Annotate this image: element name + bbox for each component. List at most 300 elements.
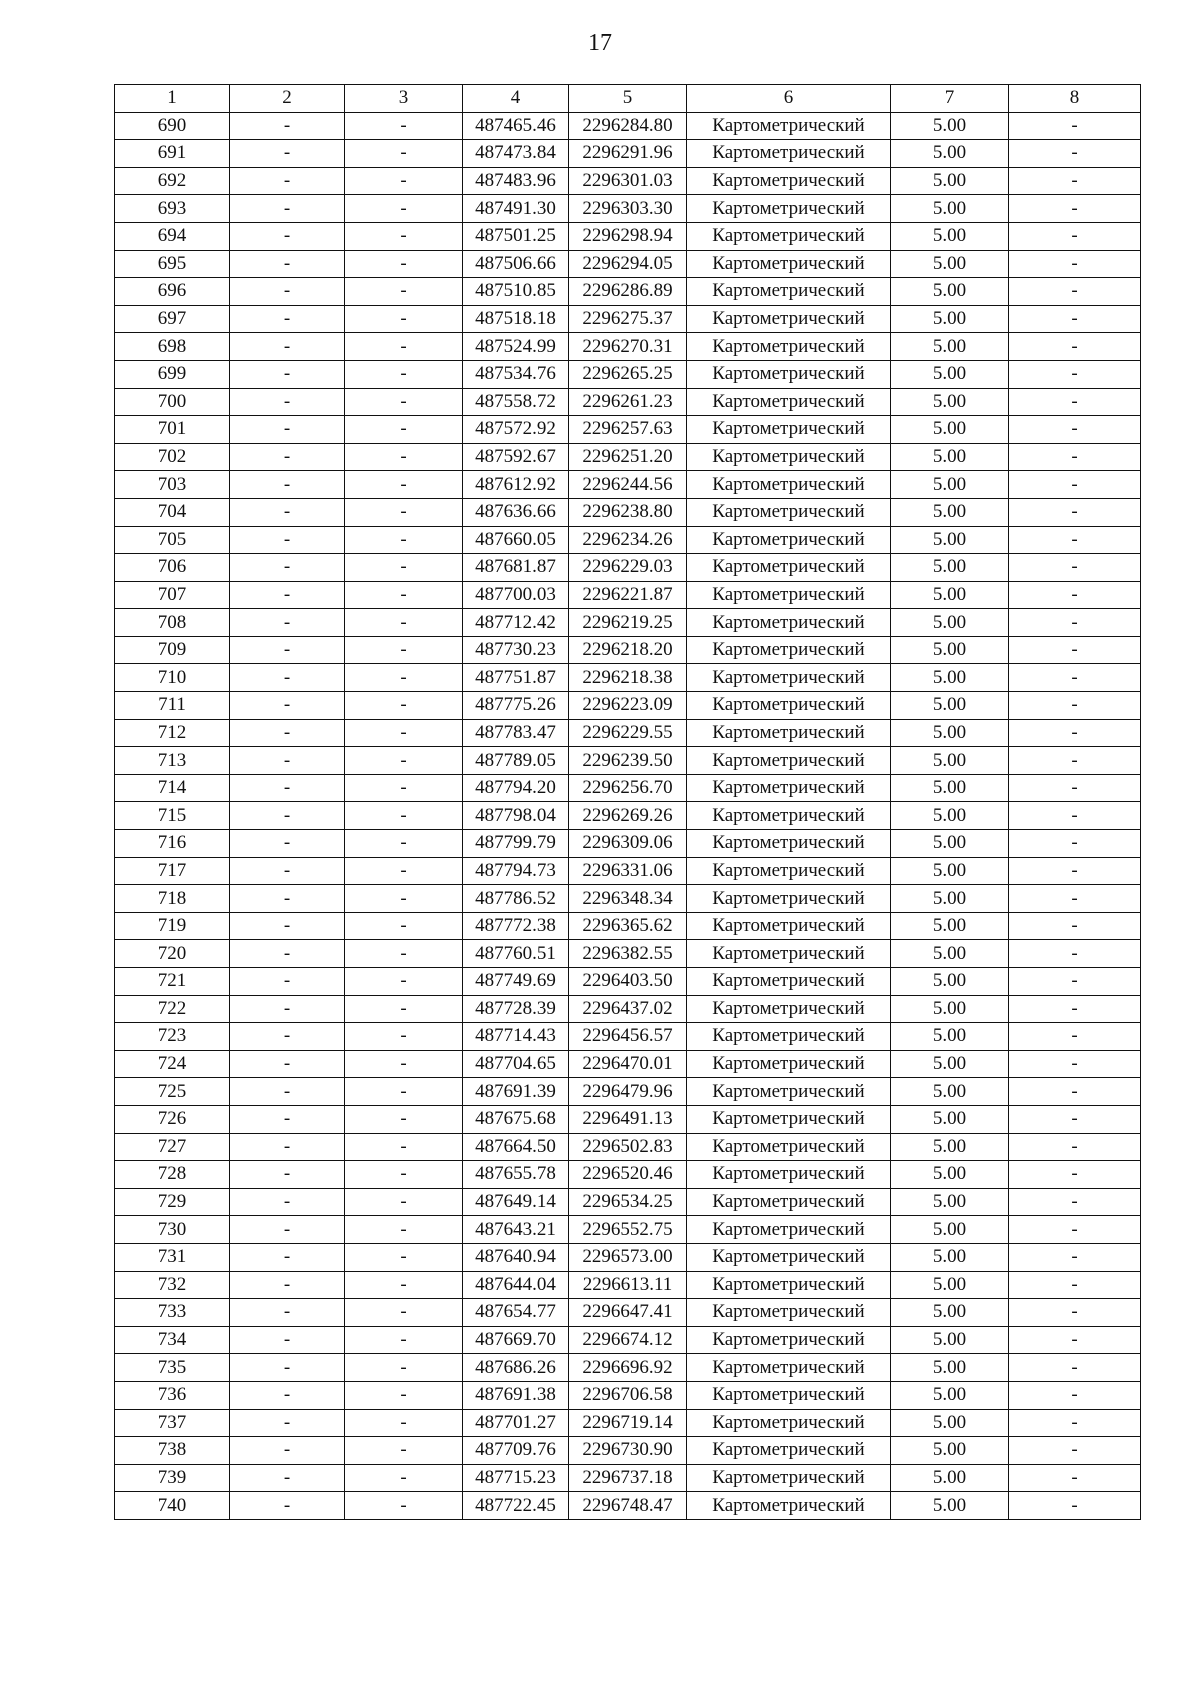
table-cell: 720 (115, 940, 230, 968)
table-row (115, 1354, 1141, 1382)
table-cell: - (230, 719, 345, 747)
table-cell: 740 (115, 1492, 230, 1520)
table-cell: 487649.14 (463, 1188, 569, 1216)
table-row (115, 278, 1141, 306)
table-cell: Картометрический (687, 1299, 891, 1327)
table-cell: 2296238.80 (569, 498, 687, 526)
table-cell: 487655.78 (463, 1161, 569, 1189)
table-cell: - (230, 443, 345, 471)
table-cell: 5.00 (891, 1050, 1009, 1078)
table-row (115, 1492, 1141, 1520)
table-row (115, 995, 1141, 1023)
table-cell: 5.00 (891, 554, 1009, 582)
table-cell: - (230, 498, 345, 526)
table-cell: 695 (115, 250, 230, 278)
table-cell: 2296275.37 (569, 305, 687, 333)
table-cell: 5.00 (891, 360, 1009, 388)
table-cell: - (230, 1216, 345, 1244)
table-cell: - (345, 360, 463, 388)
table-cell: 5.00 (891, 250, 1009, 278)
table-cell: Картометрический (687, 526, 891, 554)
table-cell: 5.00 (891, 1381, 1009, 1409)
table-cell: - (1009, 1050, 1141, 1078)
table-cell: 2296269.26 (569, 802, 687, 830)
table-cell: - (1009, 1243, 1141, 1271)
table-cell: 5.00 (891, 167, 1009, 195)
table-row (115, 554, 1141, 582)
table-cell: - (1009, 802, 1141, 830)
table-row (115, 1216, 1141, 1244)
table-cell: - (230, 388, 345, 416)
table-cell: - (345, 1381, 463, 1409)
table-cell: Картометрический (687, 1243, 891, 1271)
table-cell: - (345, 471, 463, 499)
table-cell: 730 (115, 1216, 230, 1244)
table-cell: 735 (115, 1354, 230, 1382)
table-row (115, 1188, 1141, 1216)
table-row (115, 940, 1141, 968)
table-cell: 701 (115, 416, 230, 444)
table-cell: 703 (115, 471, 230, 499)
table-cell: 487534.76 (463, 360, 569, 388)
table-row (115, 167, 1141, 195)
table-cell: - (345, 1161, 463, 1189)
table-cell: Картометрический (687, 1409, 891, 1437)
table-cell: - (1009, 1409, 1141, 1437)
table-cell: - (230, 830, 345, 858)
table-cell: 2296219.25 (569, 609, 687, 637)
table-cell: - (1009, 526, 1141, 554)
table-cell: 696 (115, 278, 230, 306)
table-cell: 2296309.06 (569, 830, 687, 858)
table-cell: 487686.26 (463, 1354, 569, 1382)
table-cell: - (1009, 443, 1141, 471)
table-cell: - (345, 830, 463, 858)
table-cell: 2296229.03 (569, 554, 687, 582)
table-cell: - (230, 305, 345, 333)
table-cell: 487669.70 (463, 1326, 569, 1354)
table-cell: - (230, 1492, 345, 1520)
table-cell: 5.00 (891, 1354, 1009, 1382)
table-cell: - (1009, 1381, 1141, 1409)
table-cell: 692 (115, 167, 230, 195)
table-row (115, 1271, 1141, 1299)
table-cell: 487510.85 (463, 278, 569, 306)
table-cell: 5.00 (891, 581, 1009, 609)
table-cell: - (230, 1243, 345, 1271)
table-cell: 2296256.70 (569, 774, 687, 802)
table-cell: - (230, 692, 345, 720)
table-cell: - (345, 1188, 463, 1216)
table-row (115, 968, 1141, 996)
table-cell: 2296674.12 (569, 1326, 687, 1354)
table-cell: Картометрический (687, 167, 891, 195)
table-cell: - (230, 278, 345, 306)
table-cell: - (1009, 940, 1141, 968)
table-cell: 487660.05 (463, 526, 569, 554)
table-cell: 5.00 (891, 1299, 1009, 1327)
table-cell: 487789.05 (463, 747, 569, 775)
table-cell: 5.00 (891, 1437, 1009, 1465)
table-cell: - (345, 995, 463, 1023)
table-cell: Картометрический (687, 885, 891, 913)
table-cell: - (230, 609, 345, 637)
table-row (115, 195, 1141, 223)
table-cell: - (230, 1105, 345, 1133)
table-cell: 5.00 (891, 1023, 1009, 1051)
table-cell: - (230, 1437, 345, 1465)
table-cell: 487640.94 (463, 1243, 569, 1271)
table-cell: 487636.66 (463, 498, 569, 526)
table-cell: Картометрический (687, 1271, 891, 1299)
table-cell: - (1009, 719, 1141, 747)
table-cell: - (345, 1050, 463, 1078)
table-cell: 2296251.20 (569, 443, 687, 471)
table-cell: 2296437.02 (569, 995, 687, 1023)
table-cell: Картометрический (687, 222, 891, 250)
table-cell: Картометрический (687, 995, 891, 1023)
table-cell: - (230, 1354, 345, 1382)
table-cell: - (345, 1243, 463, 1271)
table-cell: 694 (115, 222, 230, 250)
table-cell: - (1009, 416, 1141, 444)
table-cell: 723 (115, 1023, 230, 1051)
table-cell: 487691.38 (463, 1381, 569, 1409)
table-cell: 737 (115, 1409, 230, 1437)
table-cell: - (1009, 167, 1141, 195)
table-cell: - (345, 968, 463, 996)
table-cell: - (345, 1354, 463, 1382)
table-cell: - (1009, 360, 1141, 388)
table-cell: - (1009, 857, 1141, 885)
table-cell: 690 (115, 112, 230, 140)
table-cell: 487783.47 (463, 719, 569, 747)
table-cell: - (1009, 554, 1141, 582)
table-cell: - (345, 802, 463, 830)
table-row (115, 719, 1141, 747)
table-cell: 2296218.20 (569, 636, 687, 664)
table-cell: 736 (115, 1381, 230, 1409)
table-cell: 700 (115, 388, 230, 416)
table-cell: 724 (115, 1050, 230, 1078)
table-cell: - (345, 526, 463, 554)
table-cell: 2296552.75 (569, 1216, 687, 1244)
table-cell: Картометрический (687, 719, 891, 747)
table-cell: Картометрический (687, 802, 891, 830)
table-row (115, 416, 1141, 444)
table-cell: 2296221.87 (569, 581, 687, 609)
table-cell: - (230, 1271, 345, 1299)
table-cell: Картометрический (687, 360, 891, 388)
table-cell: Картометрический (687, 443, 891, 471)
table-cell: - (230, 1464, 345, 1492)
table-cell: 2296270.31 (569, 333, 687, 361)
table-cell: 2296301.03 (569, 167, 687, 195)
table-cell: 5.00 (891, 222, 1009, 250)
page-number: 17 (588, 30, 612, 56)
table-cell: 2296223.09 (569, 692, 687, 720)
table-cell: 2296737.18 (569, 1464, 687, 1492)
table-cell: - (1009, 305, 1141, 333)
table-cell: - (1009, 250, 1141, 278)
table-cell: 719 (115, 912, 230, 940)
table-cell: 5.00 (891, 968, 1009, 996)
table-cell: 714 (115, 774, 230, 802)
table-cell: Картометрический (687, 857, 891, 885)
table-cell: 5.00 (891, 1078, 1009, 1106)
table-cell: 5.00 (891, 195, 1009, 223)
table-cell: - (1009, 1188, 1141, 1216)
header-cell: 2 (230, 85, 345, 113)
table-cell: 5.00 (891, 664, 1009, 692)
table-cell: 487644.04 (463, 1271, 569, 1299)
table-cell: 487524.99 (463, 333, 569, 361)
table-cell: 487714.43 (463, 1023, 569, 1051)
table-cell: 487643.21 (463, 1216, 569, 1244)
table-cell: - (1009, 1464, 1141, 1492)
table-cell: - (230, 1188, 345, 1216)
header-cell: 1 (115, 85, 230, 113)
table-cell: Картометрический (687, 636, 891, 664)
table-cell: 2296234.26 (569, 526, 687, 554)
table-cell: 2296291.96 (569, 140, 687, 168)
table-cell: - (1009, 747, 1141, 775)
table-cell: 2296534.25 (569, 1188, 687, 1216)
table-cell: - (230, 222, 345, 250)
table-cell: - (345, 443, 463, 471)
table-row (115, 802, 1141, 830)
table-cell: 487700.03 (463, 581, 569, 609)
table-cell: - (345, 112, 463, 140)
table-cell: 722 (115, 995, 230, 1023)
table-row (115, 1326, 1141, 1354)
table-cell: - (1009, 1299, 1141, 1327)
table-cell: - (345, 1023, 463, 1051)
table-cell: - (1009, 692, 1141, 720)
table-cell: Картометрический (687, 554, 891, 582)
table-cell: 2296244.56 (569, 471, 687, 499)
table-cell: Картометрический (687, 1050, 891, 1078)
table-row (115, 636, 1141, 664)
table-row (115, 360, 1141, 388)
table-cell: 2296403.50 (569, 968, 687, 996)
table-cell: - (345, 636, 463, 664)
table-cell: - (1009, 1354, 1141, 1382)
table-cell: 5.00 (891, 1492, 1009, 1520)
table-cell: 5.00 (891, 774, 1009, 802)
header-cell: 6 (687, 85, 891, 113)
table-cell: 2296573.00 (569, 1243, 687, 1271)
table-cell: 708 (115, 609, 230, 637)
table-row (115, 1023, 1141, 1051)
table-cell: 732 (115, 1271, 230, 1299)
table-cell: - (230, 1078, 345, 1106)
table-cell: - (345, 912, 463, 940)
table-cell: - (1009, 1161, 1141, 1189)
table-row (115, 885, 1141, 913)
table-cell: Картометрический (687, 747, 891, 775)
table-cell: 5.00 (891, 112, 1009, 140)
table-cell: 487775.26 (463, 692, 569, 720)
table-row (115, 1161, 1141, 1189)
table-cell: 487709.76 (463, 1437, 569, 1465)
table-row (115, 1078, 1141, 1106)
table-cell: - (230, 416, 345, 444)
table-cell: 487681.87 (463, 554, 569, 582)
table-row (115, 581, 1141, 609)
table-cell: 2296748.47 (569, 1492, 687, 1520)
table-row (115, 498, 1141, 526)
table-cell: - (230, 112, 345, 140)
table-cell: 5.00 (891, 802, 1009, 830)
table-cell: - (1009, 885, 1141, 913)
table-cell: - (1009, 636, 1141, 664)
table-row (115, 333, 1141, 361)
table-row (115, 305, 1141, 333)
table-cell: Картометрический (687, 1326, 891, 1354)
table-cell: 487712.42 (463, 609, 569, 637)
table-cell: Картометрический (687, 1188, 891, 1216)
table-cell: Картометрический (687, 1354, 891, 1382)
table-cell: - (345, 554, 463, 582)
table-cell: 2296470.01 (569, 1050, 687, 1078)
table-cell: Картометрический (687, 1105, 891, 1133)
table-cell: 5.00 (891, 526, 1009, 554)
table-cell: 715 (115, 802, 230, 830)
table-cell: - (1009, 1078, 1141, 1106)
table-cell: - (345, 1464, 463, 1492)
header-row (115, 85, 1141, 113)
table-cell: Картометрический (687, 498, 891, 526)
table-cell: - (230, 581, 345, 609)
table-row (115, 222, 1141, 250)
table-cell: 487751.87 (463, 664, 569, 692)
table-cell: - (1009, 1271, 1141, 1299)
table-cell: - (345, 1133, 463, 1161)
table-cell: - (1009, 581, 1141, 609)
table-cell: Картометрический (687, 1492, 891, 1520)
table-cell: 2296491.13 (569, 1105, 687, 1133)
table-cell: - (345, 1105, 463, 1133)
table-cell: 729 (115, 1188, 230, 1216)
table-row (115, 443, 1141, 471)
table-cell: - (1009, 1105, 1141, 1133)
table-cell: - (1009, 968, 1141, 996)
table-cell: - (1009, 388, 1141, 416)
table-cell: - (345, 222, 463, 250)
table-cell: 5.00 (891, 636, 1009, 664)
table-cell: 728 (115, 1161, 230, 1189)
table-cell: 2296294.05 (569, 250, 687, 278)
table-cell: Картометрический (687, 1161, 891, 1189)
table-cell: 5.00 (891, 1188, 1009, 1216)
table-cell: - (1009, 1326, 1141, 1354)
table-cell: - (345, 1492, 463, 1520)
table-cell: Картометрический (687, 471, 891, 499)
table-cell: - (230, 857, 345, 885)
table-cell: - (345, 250, 463, 278)
table-cell: 2296730.90 (569, 1437, 687, 1465)
table-cell: - (230, 1409, 345, 1437)
table-cell: - (230, 774, 345, 802)
table-cell: - (230, 912, 345, 940)
table-cell: Картометрический (687, 1464, 891, 1492)
table-cell: - (345, 1216, 463, 1244)
table-row (115, 1409, 1141, 1437)
table-cell: Картометрический (687, 305, 891, 333)
table-cell: - (230, 1299, 345, 1327)
table-cell: - (345, 278, 463, 306)
table-row (115, 1133, 1141, 1161)
table-cell: Картометрический (687, 1023, 891, 1051)
table-cell: 487465.46 (463, 112, 569, 140)
table-cell: 702 (115, 443, 230, 471)
table-cell: - (1009, 112, 1141, 140)
table-cell: - (230, 333, 345, 361)
table-cell: 2296348.34 (569, 885, 687, 913)
table-cell: - (1009, 1023, 1141, 1051)
table-cell: - (230, 1161, 345, 1189)
table-cell: 5.00 (891, 830, 1009, 858)
table-cell: Картометрический (687, 1133, 891, 1161)
table-cell: Картометрический (687, 774, 891, 802)
table-cell: 2296239.50 (569, 747, 687, 775)
table-cell: 705 (115, 526, 230, 554)
table-cell: 5.00 (891, 995, 1009, 1023)
table-row (115, 250, 1141, 278)
table-cell: - (345, 167, 463, 195)
table-cell: - (345, 609, 463, 637)
table-cell: 487799.79 (463, 830, 569, 858)
table-cell: Картометрический (687, 940, 891, 968)
table-cell: 712 (115, 719, 230, 747)
table-cell: - (230, 995, 345, 1023)
table-cell: Картометрический (687, 968, 891, 996)
table-cell: - (230, 636, 345, 664)
table-cell: - (230, 1050, 345, 1078)
table-cell: 487691.39 (463, 1078, 569, 1106)
table-row (115, 747, 1141, 775)
table-cell: - (345, 664, 463, 692)
table-cell: - (1009, 1216, 1141, 1244)
table-row (115, 774, 1141, 802)
table-cell: 5.00 (891, 1161, 1009, 1189)
table-cell: 2296218.38 (569, 664, 687, 692)
table-cell: 713 (115, 747, 230, 775)
table-cell: - (345, 885, 463, 913)
table-cell: 487664.50 (463, 1133, 569, 1161)
table-cell: - (345, 1409, 463, 1437)
table-cell: 2296696.92 (569, 1354, 687, 1382)
table-cell: - (230, 526, 345, 554)
table-cell: 5.00 (891, 333, 1009, 361)
table-cell: - (345, 1078, 463, 1106)
table-cell: 487701.27 (463, 1409, 569, 1437)
table-row (115, 140, 1141, 168)
table-cell: 5.00 (891, 857, 1009, 885)
table-cell: - (1009, 195, 1141, 223)
table-cell: 487715.23 (463, 1464, 569, 1492)
table-cell: 2296298.94 (569, 222, 687, 250)
table-cell: - (230, 940, 345, 968)
table-cell: 731 (115, 1243, 230, 1271)
table-cell: 487749.69 (463, 968, 569, 996)
table-cell: - (345, 1271, 463, 1299)
table-cell: 2296613.11 (569, 1271, 687, 1299)
table-cell: 487760.51 (463, 940, 569, 968)
table-cell: 707 (115, 581, 230, 609)
table-cell: - (345, 416, 463, 444)
